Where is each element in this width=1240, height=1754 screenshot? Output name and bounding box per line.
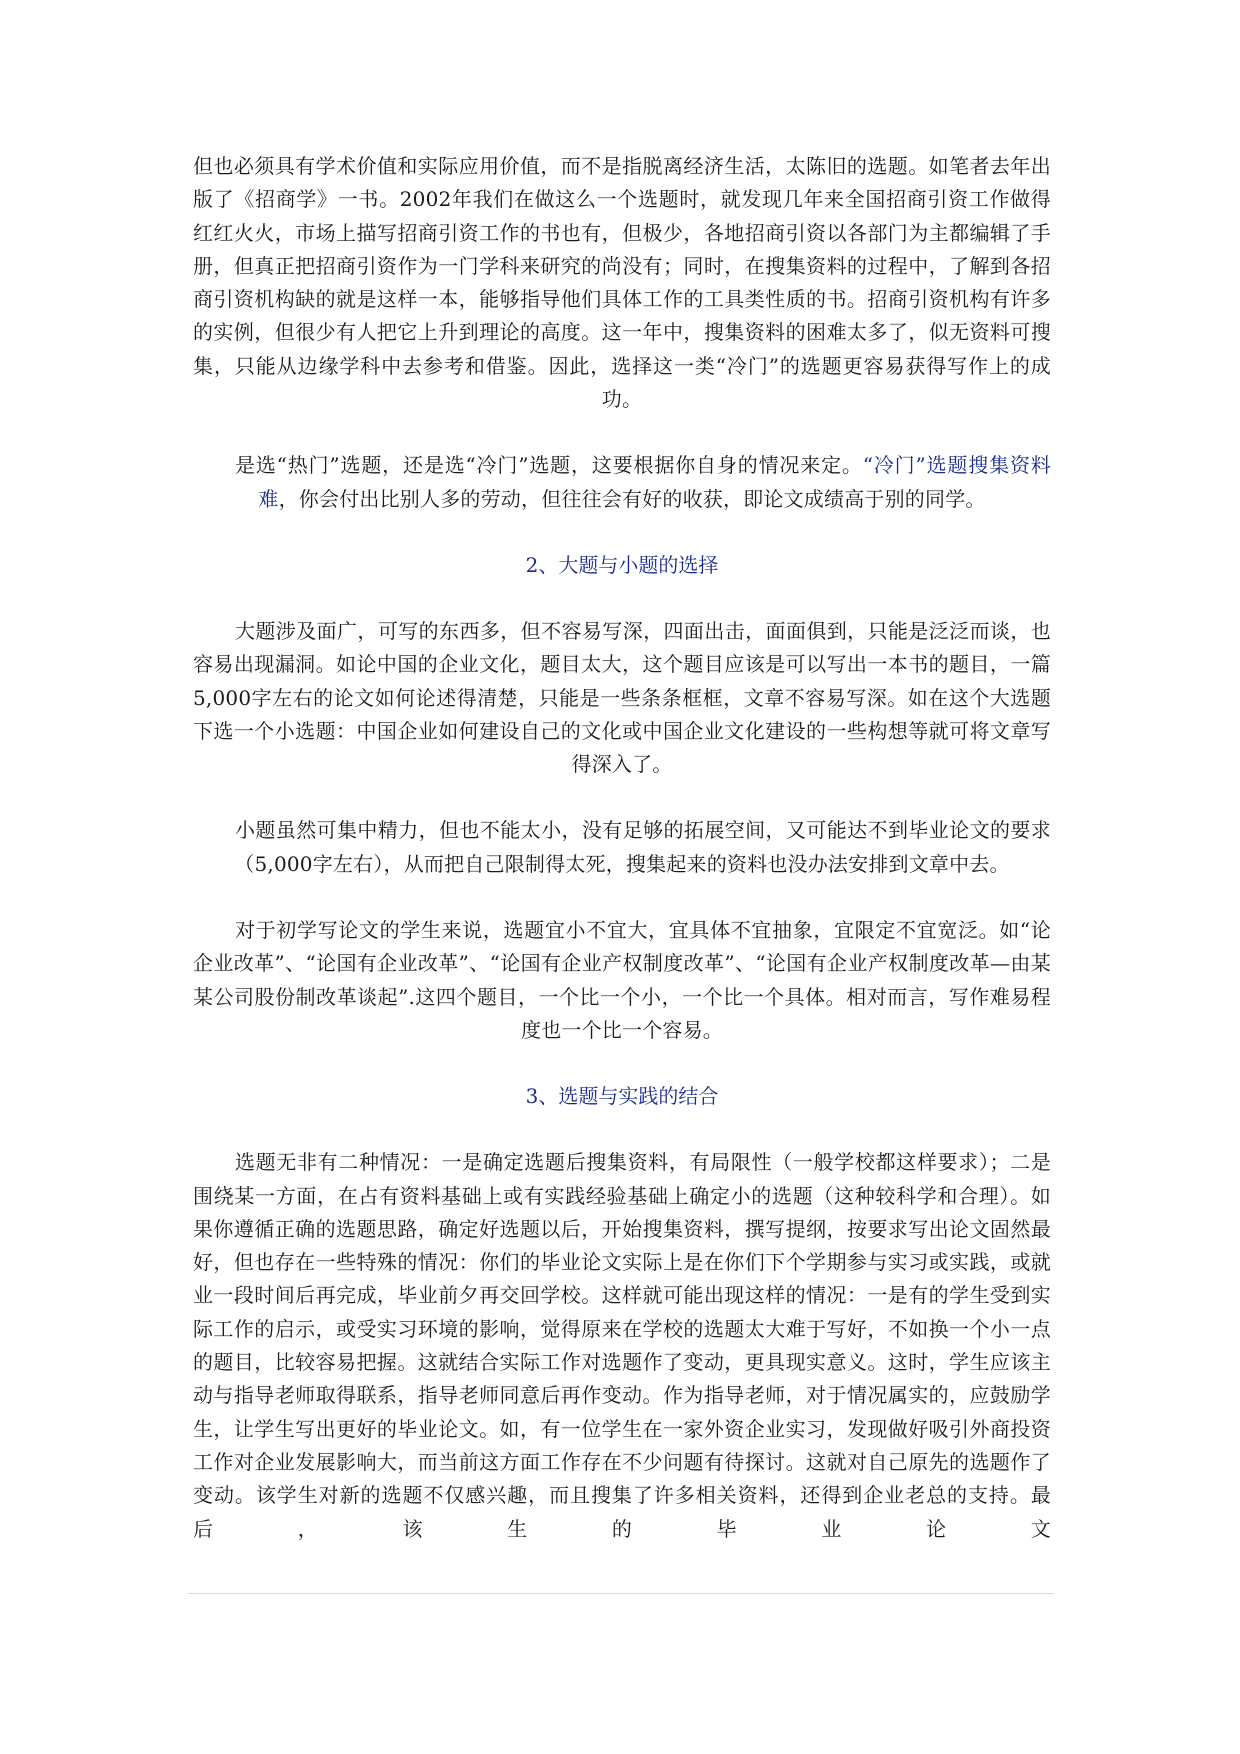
document-body [193,150,1051,1546]
paragraph-hot-vs-cold-tail: ，你会付出比别人多的劳动，但往往会有好的收获，即论文成绩高于别的同学。 [278,486,986,511]
highlighted-phrase: “冷门”选题搜集资料难 [258,453,1051,511]
paragraph-small-topic: 小题虽然可集中精力，但也不能太小，没有足够的拓展空间，又可能达不到毕业论文的要求（5,000字左右），从而把自己限制得太死，搜集起来的资料也没办法安排到文章中去。 [234,818,1051,876]
paragraph-big-topic: 大题涉及面广，可写的东西多，但不容易写深，四面出击，面面俱到，只能是泛泛而谈，也容易出现漏洞。如论中国的企业文化，题目太大，这个题目应该是可以写出一本书的题目，一篇5,000字左右的论文如何论述得清楚，只能是一些条条框框，文章不容易写深。如在这个大选题下选一个小选题：中国企业如何建设自己的文化或中国企业文化建设的一些构想等就可将文章写得深入了。 [193,618,1051,777]
paragraph-hot-vs-cold [193,449,1051,516]
paragraph-beginner-advice: 对于初学写论文的学生来说，选题宜小不宜大，宜具体不宜抽象，宜限定不宜宽泛。如“论企业改革”、“论国有企业改革”、“论国有企业产权制度改革”、“论国有企业产权制度改革—由某某公司股份制改革谈起”.这四个题目，一个比一个小，一个比一个具体。相对而言，写作难易程度也一个比一个容易。 [193,918,1051,1042]
page-divider [188,1593,1054,1594]
section-heading-3: 3、选题与实践的结合 [525,1084,719,1109]
paragraph-hot-vs-cold-lead: 是选“热门”选题，还是选“冷门”选题，这要根据你自身的情况来定。 [235,453,863,478]
paragraph-topic-practice: 选题无非有二种情况：一是确定选题后搜集资料，有局限性（一般学校都这样要求）；二是围绕某一方面，在占有资料基础上或有实践经验基础上确定小的选题（这种较科学和合理）。如果你遵循正确的选题思路，确定好选题以后，开始搜集资料，撰写提纲，按要求写出论文固然最好，但也存在一些特殊的情况：你们的毕业论文实际上是在你们下个学期参与实习或实践，或就业一段时间后再完成，毕业前夕再交回学校。这样就可能出现这样的情况：一是有的学生受到实际工作的启示，或受实习环境的影响，觉得原来在学校的选题太大难于写好，不如换一个小一点的题目，比较容易把握。这就结合实际工作对选题作了变动，更具现实意义。这时，学生应该主动与指导老师取得联系，指导老师同意后再作变动。作为指导老师，对于情况属实的，应鼓励学生，让学生写出更好的毕业论文。如，有一位学生在一家外资企业实习，发现做好吸引外商投资工作对企业发展影响大，而当前这方面工作存在不少问题有待探讨。这就对自己原先的选题作了变动。该学生对新的选题不仅感兴趣，而且搜集了许多相关资料，还得到企业老总的支持。最后，该生的毕业论文 [193,1150,1051,1541]
paragraph-cold-topic-example: 但也必须具有学术价值和实际应用价值，而不是指脱离经济生活，太陈旧的选题。如笔者去年出版了《招商学》一书。2002年我们在做这么一个选题时，就发现几年来全国招商引资工作做得红红火火，市场上描写招商引资工作的书也有，但极少，各地招商引资以各部门为主都编辑了手册，但真正把招商引资作为一门学科来研究的尚没有；同时，在搜集资料的过程中，了解到各招商引资机构缺的就是这样一本，能够指导他们具体工作的工具类性质的书。招商引资机构有许多的实例，但很少有人把它上升到理论的高度。这一年中，搜集资料的困难太多了，似无资料可搜集，只能从边缘学科中去参考和借鉴。因此，选择这一类“冷门”的选题更容易获得写作上的成功。 [193,154,1051,412]
section-heading-2: 2、大题与小题的选择 [525,552,719,577]
